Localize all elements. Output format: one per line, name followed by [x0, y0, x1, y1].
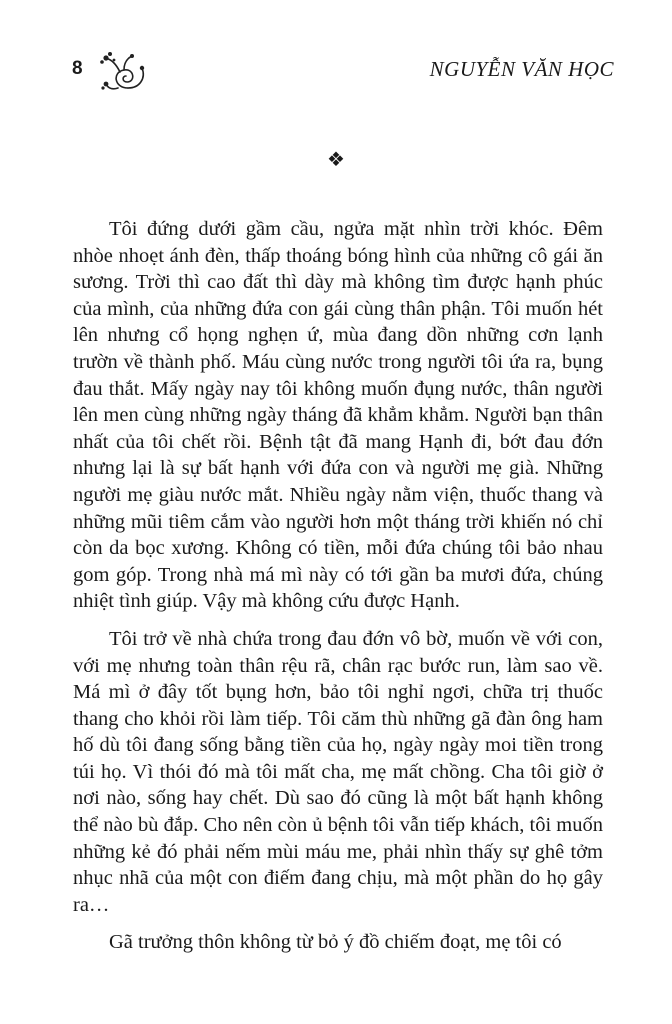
floral-swirl-icon	[98, 48, 154, 96]
paragraph: Tôi trở về nhà chứa trong đau đớn vô bờ, muốn về với con, với mẹ nhưng toàn thân rệu rã, chân rạc bước run, làm sao về. Má mì ở đây tốt bụng hơn, bảo tôi nghỉ ngơi, chữa trị thuốc thang cho khỏi rồi làm tiếp. Tôi căm thù những gã đàn ông ham hố dù tôi đang sống bằng tiền của họ, ngày ngày moi tiền trong túi họ. Vì thói đó mà tôi mất cha, mẹ mất chồng. Cha tôi giờ ở nơi nào, sống hay chết. Dù sao đó cũng là một bất hạnh không thể nào bù đắp. Cho nên còn ủ bệnh tôi vẫn tiếp khách, tôi muốn những kẻ đó phải nếm mùi máu me, phải nhìn thấy sự ghê tởm nhục nhã của một con điếm đang chịu, mà một phần do họ gây ra…	[73, 627, 603, 916]
page-number: 8	[72, 58, 83, 79]
section-break-mark: ❖	[327, 149, 345, 171]
body-text	[73, 216, 603, 967]
paragraph: Tôi đứng dưới gầm cầu, ngửa mặt nhìn trời khóc. Đêm nhòe nhoẹt ánh đèn, thấp thoáng bóng hình của những cô gái ăn sương. Trời thì cao đất thì dày mà không tìm được hạnh phúc của mình, của những đứa con gái cùng thân phận. Tôi muốn hét lên nhưng cổ họng nghẹn ứ, mùa đang dồn những cơn lạnh trườn về thành phố. Máu cùng nước trong người tôi ứa ra, bụng đau thắt. Mấy ngày nay tôi không muốn đụng nước, thân người lên men cùng những ngày tháng đã khẳm khẳm. Người bạn thân nhất của tôi chết rồi. Bệnh tật đã mang Hạnh đi, bớt đau đớn nhưng lại là sự bất hạnh với đứa con và người mẹ già. Những người mẹ giàu nước mắt. Nhiều ngày nằm viện, thuốc thang và những mũi tiêm cắm vào người hơn một tháng trời khiến nó chỉ còn da bọc xương. Không có tiền, mỗi đứa chúng tôi bảo nhau gom góp. Trong nhà má mì này có tới gần ba mươi đứa, chúng nhiệt tình giúp. Vậy mà không cứu được Hạnh.	[73, 218, 603, 613]
running-head-author: NGUYỄN VĂN HỌC	[429, 57, 614, 81]
paragraph: Gã trưởng thôn không từ bỏ ý đồ chiếm đoạt, mẹ tôi có	[109, 931, 562, 954]
page-header	[72, 48, 614, 92]
